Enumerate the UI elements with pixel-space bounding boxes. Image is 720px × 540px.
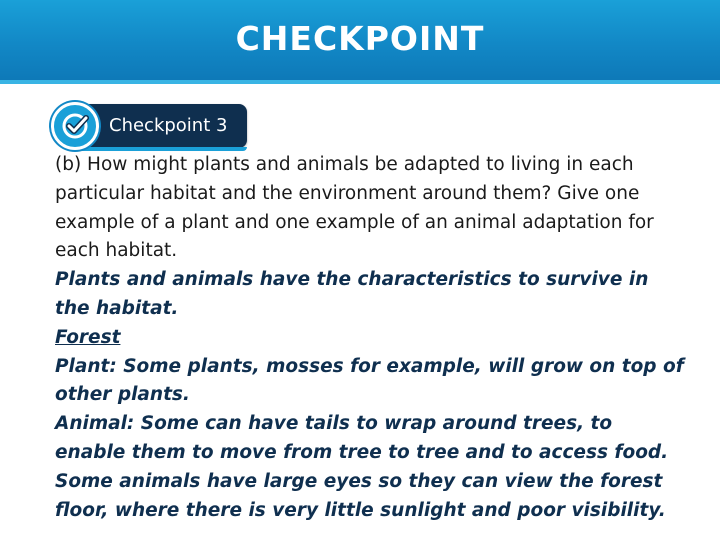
checkpoint-badge [51, 102, 249, 150]
section-heading-forest: Forest [55, 326, 121, 348]
answer-intro: Plants and animals have the characteristics to survive in the habitat. [55, 269, 649, 319]
plant-adaptation-text: Plant: Some plants, mosses for example, will grow on top of other plants. [55, 355, 684, 406]
content-body [55, 151, 685, 525]
question-text: (b) How might plants and animals be adapted to living in each particular habitat and the environment around them? Give one example of a plant and one example of an animal adaptation for each habitat. [55, 154, 654, 262]
check-circle-icon [51, 102, 99, 150]
page-title: CHECKPOINT [235, 18, 485, 58]
badge-label: Checkpoint 3 [109, 115, 228, 136]
header-divider [0, 80, 720, 84]
header-banner [0, 0, 720, 80]
animal-adaptation-text: Animal: Some can have tails to wrap around trees, to enable them to move from tree to tree and to access food. Some animals have large eyes so they can view the forest floor, where there is very little sunlight and poor visibility. [55, 413, 669, 521]
